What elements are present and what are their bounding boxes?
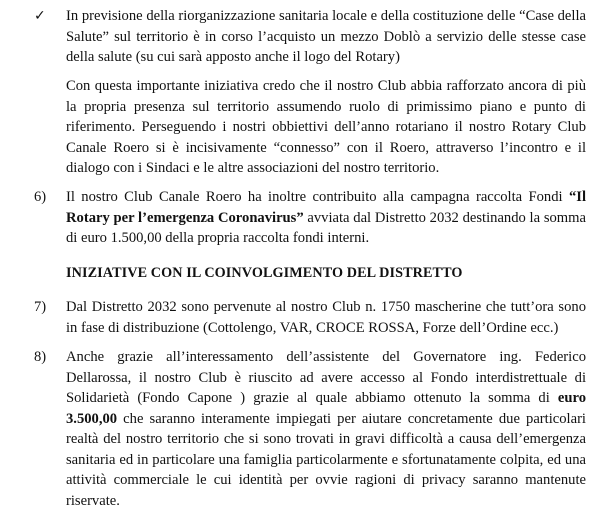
- bullet-item-text: In previsione della riorganizzazione sanitaria locale e della costituzione delle “Case della Salute” sul territorio è in corso l’acquisto un mezzo Doblò a servizio delle stesse case della salute (su cui sarà apposto anche il logo del Rotary): [66, 8, 586, 65]
- paragraph-text: Con questa importante iniziativa credo che il nostro Club abbia rafforzato ancora di più la propria presenza sul territorio assumendo ruolo di primissimo piano e punto di riferimento. Perseguendo i nostri obbiettivi dell’anno rotariano il nostro Rotary Club Canale Roero si è incisivamente “connesso” con il Roero, attraverso l’incontro e il dialogo con i Sindaci e le altre associazioni del nostro territorio.: [66, 78, 586, 176]
- list-item-number: 7): [34, 299, 47, 315]
- list-item-number: 8): [34, 349, 47, 365]
- list-item-text: Il nostro Club Canale Roero ha inoltre contribuito alla campagna raccolta Fondi “Il Rotary per l’emergenza Coronavirus” avviata dal Distretto 2032 destinando la somma di euro 1.500,00 della propria raccolta fondi interni.: [66, 189, 586, 246]
- list-item-number: 6): [34, 189, 47, 205]
- checkmark-icon: ✓: [34, 8, 46, 24]
- list-item-text: Anche grazie all’interessamento dell’assistente del Governatore ing. Federico Dellarossa, il nostro Club è riuscito ad avere accesso al Fondo interdistrettuale di Solidarietà (Fondo Capone ) grazie al quale abbiamo ottenuto la somma di euro 3.500,00 che saranno interamente impiegati per aiutare concretamente due particolari realtà del nostro territorio che si sono trovati in gravi difficoltà a causa dell’emergenza sanitaria ed in particolare una famiglia particolarmente e sfortunatamente colpita, ed una attività commerciale le cui identità per ovvie ragioni di privacy saranno mantenute riservate.: [66, 349, 586, 509]
- amount-highlight: euro 3.500,00: [66, 390, 586, 427]
- campaign-name: “Il Rotary per l’emergenza Coronavirus”: [66, 189, 586, 226]
- list-item-text: Dal Distretto 2032 sono pervenute al nostro Club n. 1750 mascherine che tutt’ora sono in fase di distribuzione (Cottolengo, VAR, CROCE ROSSA, Forze dell’Ordine ecc.): [66, 299, 586, 336]
- section-heading: INIZIATIVE CON IL COINVOLGIMENTO DEL DISTRETTO: [66, 265, 463, 281]
